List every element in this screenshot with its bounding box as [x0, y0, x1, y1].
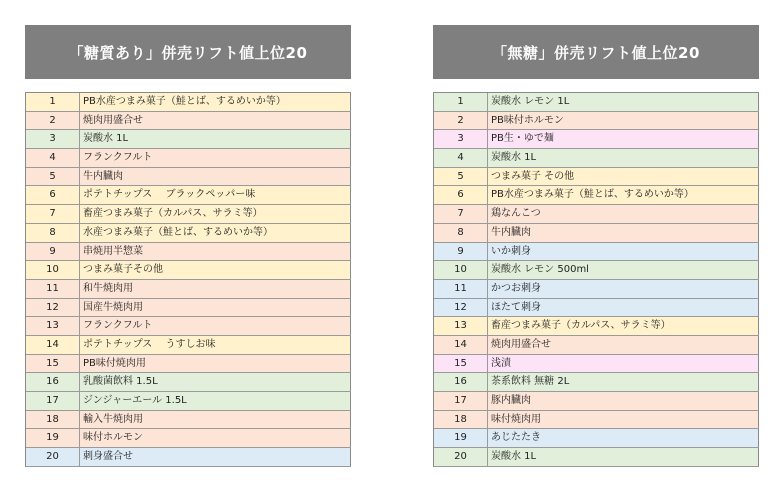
- table-row: [434, 448, 759, 467]
- table-row: [434, 280, 759, 299]
- rank-cell: 20: [434, 448, 488, 466]
- rank-cell: 2: [434, 112, 488, 130]
- left-ranking-panel: [25, 25, 351, 467]
- product-name-cell: かつお刺身: [488, 280, 759, 298]
- table-row: [26, 130, 351, 149]
- rank-cell: 6: [434, 186, 488, 204]
- table-row: [434, 373, 759, 392]
- rank-cell: 14: [26, 336, 80, 354]
- rank-cell: 4: [434, 149, 488, 167]
- table-row: [26, 448, 351, 467]
- product-name-cell: 炭酸水 レモン 500ml: [488, 261, 759, 279]
- left-ranking-table: [25, 92, 351, 467]
- rank-cell: 10: [434, 261, 488, 279]
- right-panel-title: 「無糖」併売リフト値上位20: [433, 25, 759, 79]
- product-name-cell: フランクフルト: [80, 317, 351, 335]
- rank-cell: 9: [434, 243, 488, 261]
- rank-cell: 17: [434, 392, 488, 410]
- rank-cell: 11: [434, 280, 488, 298]
- product-name-cell: 豚内臓肉: [488, 392, 759, 410]
- table-row: [434, 168, 759, 187]
- table-row: [434, 261, 759, 280]
- product-name-cell: 畜産つまみ菓子（カルパス、サラミ等）: [488, 317, 759, 335]
- product-name-cell: ポテトチップス ブラックペッパー味: [80, 186, 351, 204]
- table-row: [26, 392, 351, 411]
- table-row: [26, 224, 351, 243]
- product-name-cell: 水産つまみ菓子（鮭とば、するめいか等）: [80, 224, 351, 242]
- product-name-cell: 味付ホルモン: [80, 429, 351, 447]
- rank-cell: 18: [434, 411, 488, 429]
- table-row: [434, 299, 759, 318]
- product-name-cell: ほたて刺身: [488, 299, 759, 317]
- table-row: [434, 205, 759, 224]
- table-row: [434, 224, 759, 243]
- product-name-cell: 輸入牛焼肉用: [80, 411, 351, 429]
- table-row: [434, 130, 759, 149]
- rank-cell: 4: [26, 149, 80, 167]
- table-row: [434, 149, 759, 168]
- product-name-cell: 刺身盛合せ: [80, 448, 351, 466]
- rank-cell: 15: [434, 355, 488, 373]
- product-name-cell: 国産牛焼肉用: [80, 299, 351, 317]
- left-panel-title: 「糖質あり」併売リフト値上位20: [25, 25, 351, 79]
- table-row: [26, 317, 351, 336]
- table-row: [26, 261, 351, 280]
- product-name-cell: 味付焼肉用: [488, 411, 759, 429]
- product-name-cell: つまみ菓子 その他: [488, 168, 759, 186]
- rank-cell: 5: [26, 168, 80, 186]
- product-name-cell: PB味付ホルモン: [488, 112, 759, 130]
- table-row: [26, 112, 351, 131]
- table-row: [434, 411, 759, 430]
- table-row: [26, 186, 351, 205]
- rank-cell: 5: [434, 168, 488, 186]
- rank-cell: 8: [434, 224, 488, 242]
- product-name-cell: フランクフルト: [80, 149, 351, 167]
- product-name-cell: 炭酸水 1L: [488, 149, 759, 167]
- table-row: [434, 429, 759, 448]
- right-ranking-table: [433, 92, 759, 467]
- table-row: [26, 299, 351, 318]
- table-row: [26, 429, 351, 448]
- table-row: [434, 355, 759, 374]
- table-row: [26, 149, 351, 168]
- rank-cell: 16: [26, 373, 80, 391]
- rank-cell: 19: [434, 429, 488, 447]
- product-name-cell: PB生・ゆで麺: [488, 130, 759, 148]
- product-name-cell: ジンジャーエール 1.5L: [80, 392, 351, 410]
- rank-cell: 14: [434, 336, 488, 354]
- rank-cell: 8: [26, 224, 80, 242]
- product-name-cell: 炭酸水 1L: [80, 130, 351, 148]
- rank-cell: 13: [434, 317, 488, 335]
- table-row: [434, 392, 759, 411]
- product-name-cell: PB水産つまみ菓子（鮭とば、するめいか等）: [488, 186, 759, 204]
- rank-cell: 18: [26, 411, 80, 429]
- product-name-cell: 串焼用半惣菜: [80, 243, 351, 261]
- table-row: [26, 411, 351, 430]
- right-ranking-panel: [433, 25, 759, 467]
- product-name-cell: 牛内臓肉: [80, 168, 351, 186]
- product-name-cell: ポテトチップス うすしお味: [80, 336, 351, 354]
- product-name-cell: 畜産つまみ菓子（カルパス、サラミ等）: [80, 205, 351, 223]
- product-name-cell: つまみ菓子その他: [80, 261, 351, 279]
- table-row: [26, 280, 351, 299]
- rank-cell: 9: [26, 243, 80, 261]
- rank-cell: 7: [26, 205, 80, 223]
- rank-cell: 16: [434, 373, 488, 391]
- product-name-cell: PB水産つまみ菓子（鮭とば、するめいか等）: [80, 93, 351, 111]
- table-row: [434, 186, 759, 205]
- table-row: [434, 112, 759, 131]
- product-name-cell: 炭酸水 レモン 1L: [488, 93, 759, 111]
- product-name-cell: 炭酸水 1L: [488, 448, 759, 466]
- rank-cell: 1: [26, 93, 80, 111]
- table-row: [434, 93, 759, 112]
- rank-cell: 15: [26, 355, 80, 373]
- product-name-cell: 鶏なんこつ: [488, 205, 759, 223]
- product-name-cell: 乳酸菌飲料 1.5L: [80, 373, 351, 391]
- table-row: [434, 336, 759, 355]
- product-name-cell: いか刺身: [488, 243, 759, 261]
- product-name-cell: 茶系飲料 無糖 2L: [488, 373, 759, 391]
- table-row: [434, 243, 759, 262]
- table-row: [26, 355, 351, 374]
- product-name-cell: 牛内臓肉: [488, 224, 759, 242]
- rank-cell: 17: [26, 392, 80, 410]
- rank-cell: 1: [434, 93, 488, 111]
- product-name-cell: 焼肉用盛合せ: [80, 112, 351, 130]
- product-name-cell: 和牛焼肉用: [80, 280, 351, 298]
- product-name-cell: 浅漬: [488, 355, 759, 373]
- rank-cell: 13: [26, 317, 80, 335]
- table-row: [434, 317, 759, 336]
- table-row: [26, 373, 351, 392]
- rank-cell: 12: [434, 299, 488, 317]
- rank-cell: 6: [26, 186, 80, 204]
- rank-cell: 3: [26, 130, 80, 148]
- rank-cell: 3: [434, 130, 488, 148]
- rank-cell: 12: [26, 299, 80, 317]
- product-name-cell: PB味付焼肉用: [80, 355, 351, 373]
- rank-cell: 11: [26, 280, 80, 298]
- rank-cell: 19: [26, 429, 80, 447]
- table-row: [26, 93, 351, 112]
- rank-cell: 7: [434, 205, 488, 223]
- product-name-cell: あじたたき: [488, 429, 759, 447]
- rank-cell: 20: [26, 448, 80, 466]
- rank-cell: 2: [26, 112, 80, 130]
- table-row: [26, 205, 351, 224]
- rank-cell: 10: [26, 261, 80, 279]
- table-row: [26, 243, 351, 262]
- table-row: [26, 168, 351, 187]
- product-name-cell: 焼肉用盛合せ: [488, 336, 759, 354]
- table-row: [26, 336, 351, 355]
